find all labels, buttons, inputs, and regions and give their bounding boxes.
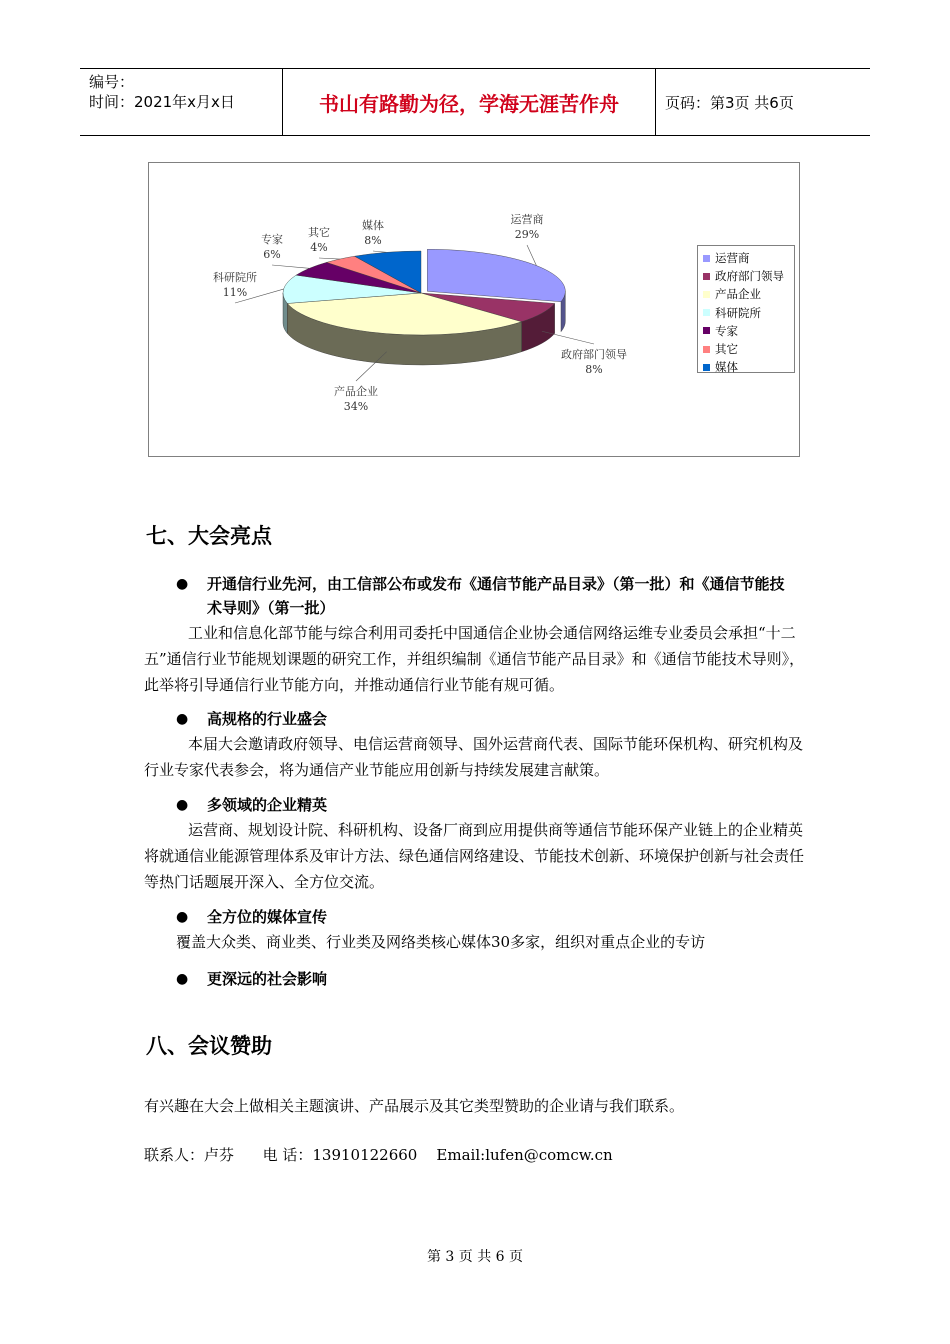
- pie-slice-0: [427, 249, 565, 301]
- legend-item: [703, 249, 794, 267]
- legend-label: 运营商: [715, 251, 750, 266]
- bullet-2: [176, 707, 799, 731]
- section7-title: 七、大会亮点: [146, 524, 272, 548]
- bullet-1: [176, 572, 799, 620]
- doc-number-label: 编号：: [89, 73, 135, 91]
- bullet-1-title: 开通信行业先河，由工信部公布或发布《通信节能产品目录》（第一批）和《通信节能技术导则》（第一批）: [207, 575, 785, 617]
- bullet-dot-icon: ●: [176, 909, 189, 925]
- sponsor-intro: 有兴趣在大会上做相关主题演讲、产品展示及其它类型赞助的企业请与我们联系。: [144, 1097, 685, 1115]
- legend-label: 媒体: [715, 360, 738, 375]
- pie-label-category-5: 其它: [308, 226, 330, 239]
- pie-chart-frame: [148, 162, 800, 457]
- legend-item: [703, 267, 794, 285]
- doc-date-label: 时间：2021年x月x日: [89, 93, 235, 111]
- chart-legend: [697, 245, 795, 373]
- bullet-1-body: 工业和信息化部节能与综合利用司委托中国通信企业协会通信网络运维专业委员会承担“十二五”通信行业节能规划课题的研究工作，并组织编制《通信节能产品目录》和《通信节能技术导则》，此举将引导通信行业节能方向，并推动通信行业节能有规可循。: [144, 624, 805, 694]
- bullet-dot-icon: ●: [176, 711, 189, 727]
- pie-label-category-1: 政府部门领导: [561, 348, 627, 361]
- legend-label: 政府部门领导: [715, 269, 784, 284]
- legend-swatch: [703, 309, 710, 316]
- bullet-dot-icon: ●: [176, 797, 189, 813]
- pie-leader-line-0: [527, 245, 536, 266]
- pie-label-category-3: 科研院所: [213, 271, 257, 284]
- bullet-4: [176, 905, 799, 929]
- page-footer: 第 3 页 共 6 页: [426, 1249, 524, 1265]
- bullet-3-title: 多领域的企业精英: [207, 796, 328, 814]
- pie-label-value-2: 34%: [343, 400, 369, 413]
- pie-label-value-4: 6%: [263, 248, 281, 261]
- pie-leader-line-6: [373, 251, 387, 252]
- bullet-5: [176, 967, 799, 991]
- bullet-4-body: 覆盖大众类、商业类、行业类及网络类核心媒体30多家，组织对重点企业的专访: [176, 933, 706, 951]
- bullet-dot-icon: ●: [176, 576, 189, 592]
- bullet-3: [176, 793, 799, 817]
- bullet-5-title: 更深远的社会影响: [207, 970, 328, 988]
- legend-swatch: [703, 327, 710, 334]
- bullet-2-body: 本届大会邀请政府领导、电信运营商领导、国外运营商代表、国际节能环保机构、研究机构及行业专家代表参会，将为通信产业节能应用创新与持续发展建言献策。: [144, 735, 804, 779]
- pie-leader-line-4: [272, 265, 309, 268]
- legend-item: [703, 322, 794, 340]
- header-meta: [80, 69, 282, 135]
- contact-line: 联系人：卢芬 电 话：13910122660 Email:lufen@comcw.cn: [144, 1146, 613, 1164]
- legend-label: 其它: [715, 342, 738, 357]
- pie-label-category-4: 专家: [261, 233, 283, 246]
- header-motto: 书山有路勤为径，学海无涯苦作舟: [282, 69, 656, 135]
- section8-title: 八、会议赞助: [146, 1034, 272, 1058]
- legend-swatch: [703, 291, 710, 298]
- pie-label-category-6: 媒体: [362, 219, 384, 232]
- legend-item: [703, 285, 794, 303]
- legend-item: [703, 358, 794, 376]
- bullet-3-body: 运营商、规划设计院、科研机构、设备厂商到应用提供商等通信节能环保产业链上的企业精英将就通信业能源管理体系及审计方法、绿色通信网络建设、节能技术创新、环境保护创新与社会责任等热门话题展开深入、全方位交流。: [144, 821, 805, 891]
- pie-label-value-5: 4%: [310, 241, 328, 254]
- bullet-dot-icon: ●: [176, 971, 189, 987]
- bullet-2-title: 高规格的行业盛会: [207, 710, 328, 728]
- page-header: [80, 68, 870, 136]
- legend-item: [703, 304, 794, 322]
- pie-label-value-6: 8%: [364, 234, 382, 247]
- pie-label-category-2: 产品企业: [334, 385, 378, 398]
- pie-label-value-3: 11%: [222, 286, 248, 299]
- legend-label: 产品企业: [715, 287, 761, 302]
- pie-leader-line-5: [319, 258, 340, 259]
- legend-label: 专家: [715, 323, 738, 338]
- legend-item: [703, 340, 794, 358]
- pie-label-category-0: 运营商: [510, 213, 544, 226]
- pie-label-value-1: 8%: [585, 363, 603, 376]
- header-page-info: 页码：第3页 共6页: [665, 93, 794, 112]
- legend-swatch: [703, 346, 710, 353]
- legend-swatch: [703, 255, 710, 262]
- legend-swatch: [703, 364, 710, 371]
- pie-label-value-0: 29%: [514, 228, 540, 241]
- legend-label: 科研院所: [715, 305, 761, 320]
- bullet-4-title: 全方位的媒体宣传: [207, 908, 328, 926]
- legend-swatch: [703, 273, 710, 280]
